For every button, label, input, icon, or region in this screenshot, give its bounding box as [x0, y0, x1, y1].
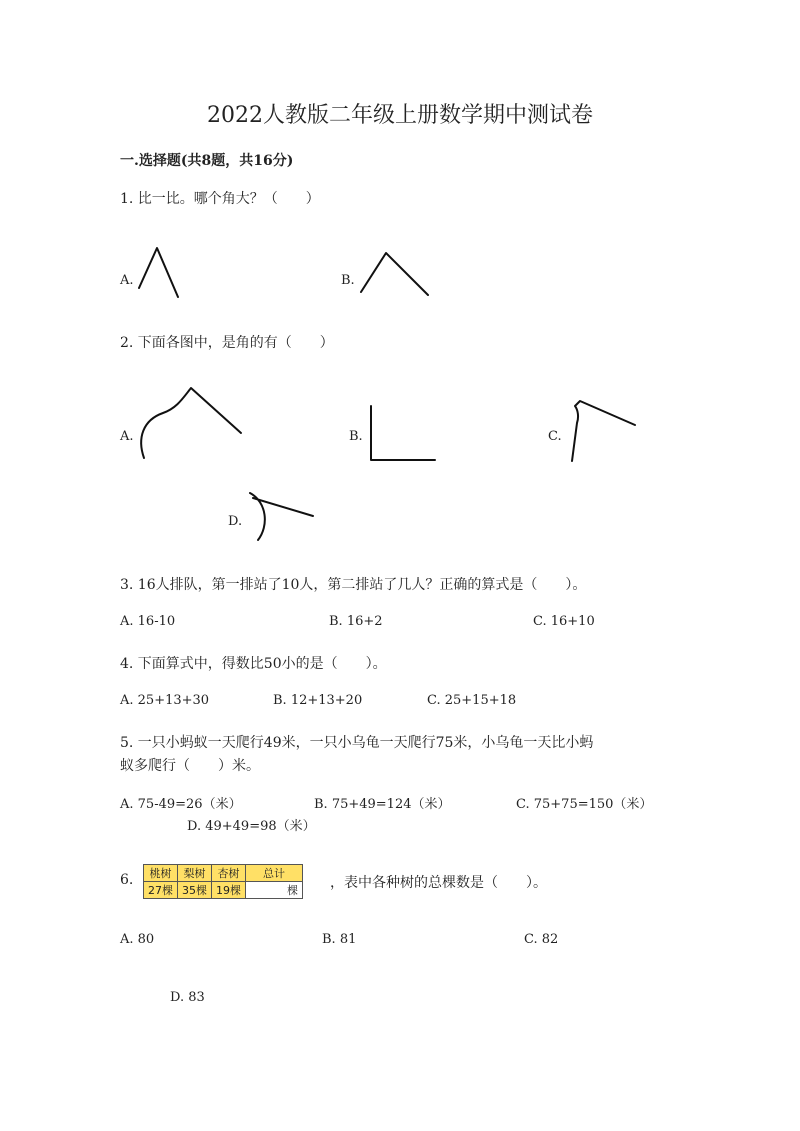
q2-option-c-label: C. — [548, 429, 562, 444]
q1-angle-a-figure — [135, 240, 195, 305]
q6-option-d: D. 83 — [170, 990, 205, 1005]
q2-figure-b-right-angle — [371, 406, 435, 460]
q2-figure-b — [365, 403, 440, 465]
q3-option-b: B. 16+2 — [329, 614, 383, 629]
tree-table-cell: 27棵 — [144, 882, 178, 899]
question-5-line-2: 蚁多爬行（ ）米。 — [120, 758, 260, 774]
question-4-text: 4. 下面算式中，得数比50小的是（ ）。 — [120, 656, 387, 672]
q1-angle-b-figure — [355, 248, 440, 303]
tree-table-value-row — [144, 882, 303, 899]
q2-option-b-label: B. — [349, 429, 363, 444]
question-6-text: ，表中各种树的总棵数是（ ）。 — [330, 875, 547, 891]
tree-table-cell: 19棵 — [212, 882, 246, 899]
q6-option-a: A. 80 — [120, 932, 155, 947]
q1-angle-b-lines — [361, 253, 428, 295]
tree-table-cell: 35棵 — [178, 882, 212, 899]
tree-table-total-cell: 棵 — [246, 882, 303, 899]
q2-figure-d — [245, 488, 320, 548]
tree-table-header-row — [144, 865, 303, 882]
q2-figure-a-curve — [141, 388, 241, 458]
q4-option-a: A. 25+13+30 — [120, 693, 210, 708]
tree-table-header: 总计 — [246, 865, 303, 882]
question-3-text: 3. 16人排队，第一排站了10人，第二排站了几人？正确的算式是（ ）。 — [120, 577, 587, 593]
tree-table-header: 桃树 — [144, 865, 178, 882]
q5-option-b: B. 75+49=124（米） — [314, 797, 451, 812]
question-1-text: 1. 比一比。哪个角大？（ ） — [120, 191, 320, 207]
q2-figure-c — [565, 395, 645, 467]
q1-option-b-label: B. — [341, 273, 355, 288]
q2-figure-c-lines — [572, 401, 635, 461]
q1-option-a-label: A. — [120, 273, 134, 288]
page-title: 2022人教版二年级上册数学期中测试卷 — [207, 103, 593, 128]
q4-option-c: C. 25+15+18 — [427, 693, 517, 708]
question-5-line-1: 5. 一只小蚂蚁一天爬行49米，一只小乌龟一天爬行75米，小乌龟一天比小蚂 — [120, 735, 594, 751]
question-2-text: 2. 下面各图中，是角的有（ ） — [120, 335, 334, 351]
q5-option-c: C. 75+75=150（米） — [516, 797, 653, 812]
q6-option-b: B. 81 — [322, 932, 357, 947]
q5-option-a: A. 75-49=26（米） — [120, 797, 242, 812]
q1-angle-a-lines — [139, 248, 178, 297]
q3-option-a: A. 16-10 — [120, 614, 176, 629]
tree-table-header: 杏树 — [212, 865, 246, 882]
q2-figure-a — [135, 380, 250, 465]
q3-option-c: C. 16+10 — [533, 614, 595, 629]
q5-option-d: D. 49+49=98（米） — [187, 819, 316, 834]
q2-option-d-label: D. — [228, 514, 243, 529]
q6-option-c: C. 82 — [524, 932, 559, 947]
section-heading: 一.选择题(共8题，共16分) — [120, 153, 294, 169]
q2-option-a-label: A. — [120, 429, 134, 444]
q2-figure-d-lines — [250, 493, 313, 540]
q4-option-b: B. 12+13+20 — [273, 693, 363, 708]
tree-count-table — [143, 864, 303, 899]
question-6-number: 6. — [120, 872, 134, 888]
tree-table-header: 梨树 — [178, 865, 212, 882]
